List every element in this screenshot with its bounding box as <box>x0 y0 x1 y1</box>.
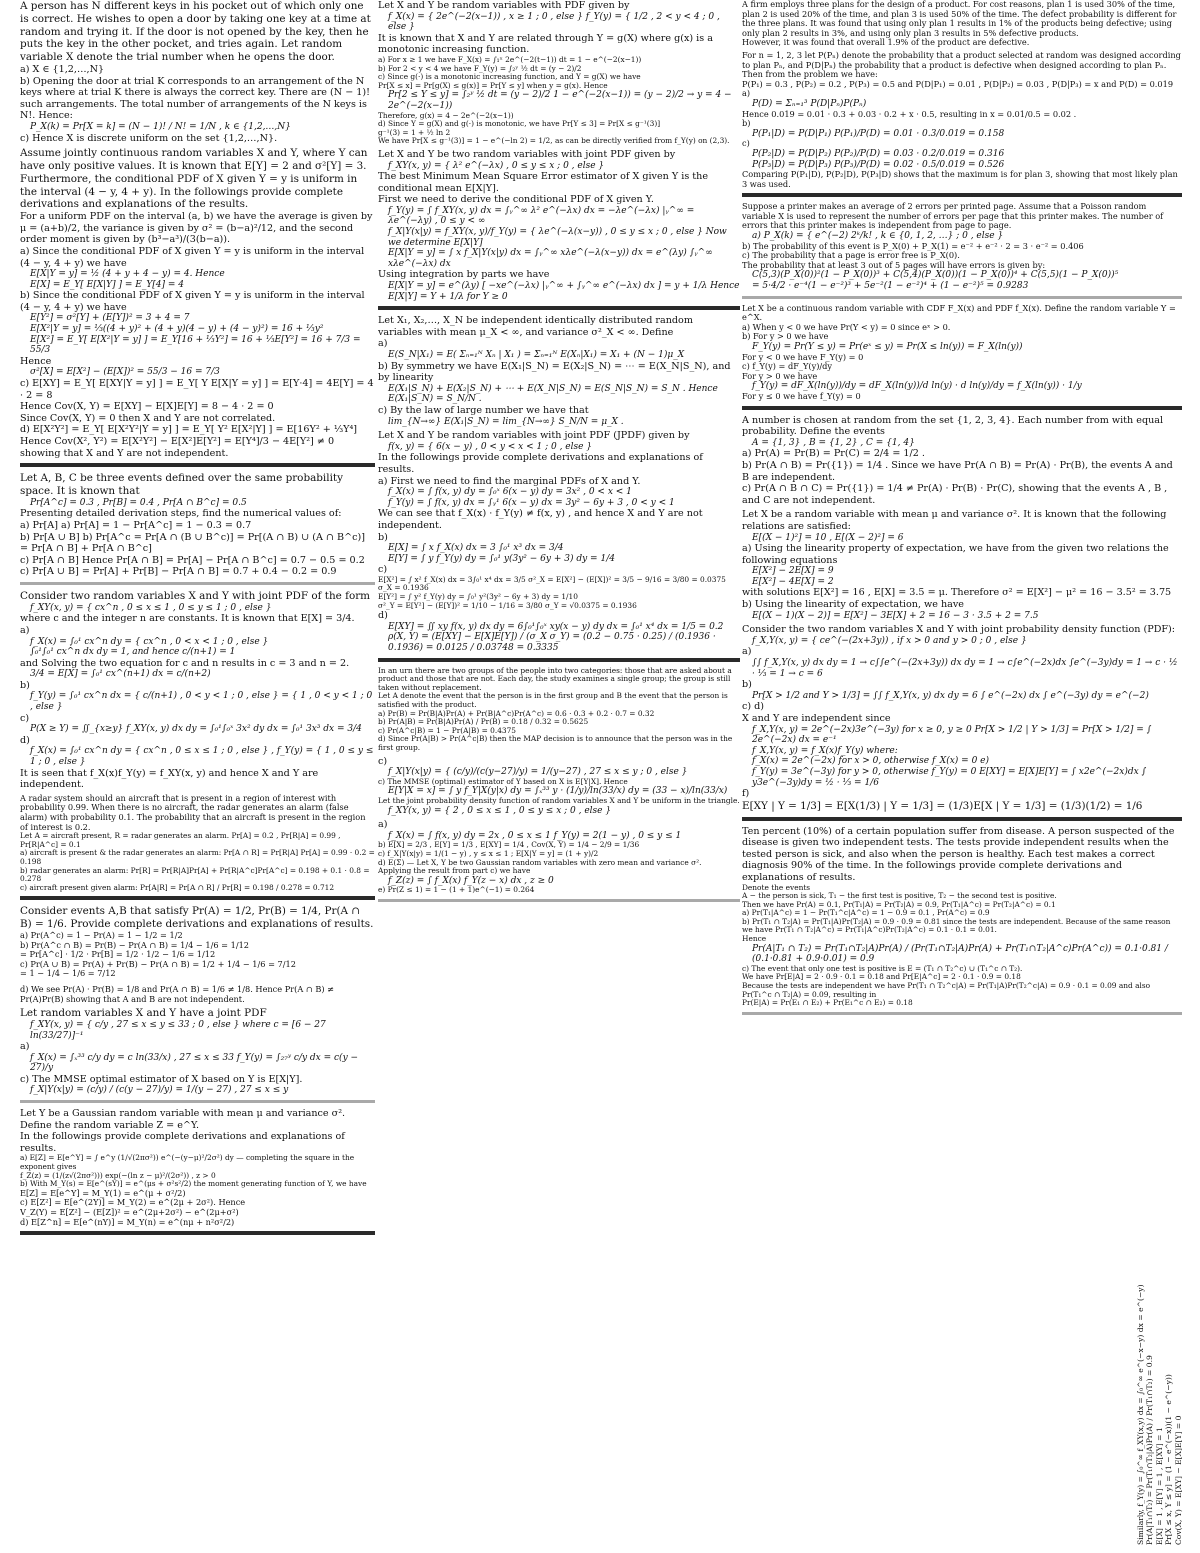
text-line: Hence 0.019 = 0.01 · 0.3 + 0.03 · 0.2 + x · 0.5, resulting in x = 0.01/0.5 = 0.02 . <box>742 108 1077 119</box>
equation-line: E[X|Y = y] = ½ (4 + y + 4 − y) = 4. Hence <box>30 269 225 280</box>
equation-line: f_X(x) = 2e^(−2x) for x > 0, otherwise f_X(x) = 0 e) <box>752 756 989 767</box>
text-line: Let X and Y be random variables with joint PDF (JPDF) given by <box>378 430 690 442</box>
equation-line: f_X(x) = ∫ f(x, y) dy = ∫₀ˣ 6(x − y) dy = 3x² , 0 < x < 1 <box>388 487 632 498</box>
equation-line: lim_{N→∞} E(X₁|S_N) = lim_{N→∞} S_N/N = μ_X . <box>388 416 624 427</box>
equation-line: E[X²|Y = y] = ⅓((4 + y)² + (4 + y)(4 − y) + (4 − y)²) = 16 + ⅓y² <box>30 324 324 335</box>
text-line: a) E[Z] = E[e^Y] = ∫ e^y (1/√(2πσ²)) e^(−(y−μ)²/2σ²) dy — completing the square in the exponent gives <box>20 1153 355 1172</box>
section-divider <box>20 582 375 585</box>
text-line: Hence Cov(X², Y²) = E[X²Y²] − E[X²]E[Y²] = E[Y⁴]/3 − 4E[Y²] ≠ 0 <box>20 436 335 447</box>
equation-line: f_X,Y(x, y) = f_X(x)f_Y(y) where: <box>752 745 898 756</box>
side-note-line: Pr(A|T₁∩T₂) = Pr(T₁∩T₂|A)Pr(A) / Pr(T₁∩T₂) = 0.9 <box>1145 1355 1155 1545</box>
text-line: d) <box>378 610 388 622</box>
equation-line: A = {1, 3} , B = {1, 2} , C = {1, 4} <box>752 437 915 448</box>
text-line: b) Pr(A ∩ B) = Pr({1}) = 1/4 . Since we have Pr(A ∩ B) = Pr(A) · Pr(B), the events A and B are independent. <box>742 459 1173 483</box>
text-line: Consider two random variables X and Y with joint PDF of the form <box>20 589 371 602</box>
text-line: c) d) <box>742 701 765 713</box>
text-line: E[Y²] = ∫ y² f_Y(y) dy = ∫₀¹ y²(3y² − 6y + 3) dy = 1/10 <box>378 592 578 602</box>
text-line: a) First we need to find the marginal PDFs of X and Y. <box>378 475 641 487</box>
text-line: Presenting detailed derivation steps, find the numerical values of: <box>20 508 342 520</box>
problem-block <box>742 0 1182 48</box>
text-line: A person has N different keys in his pocket out of which only one is correct. He wishes to open a door by taking one key at a time at random and trying it. If the door is not opened by the key, then he puts the key in the other pocket, and tries again. Let random variable X denote the trial number when he opens the door. <box>20 0 371 64</box>
equation-line: Pr[2 ≤ Y ≤ y] = ∫₂ʸ ½ dt = (y − 2)/2 1 − e^(−2(x−1)) = (y − 2)/2 → y = 4 − 2e^(−2(x−1)) <box>388 90 732 111</box>
text-line: a) X ∈ {1,2,…,N} <box>20 63 105 75</box>
text-line: Let A = aircraft present, R = radar generates an alarm. Pr[A] = 0.2 , Pr[R|A] = 0.99 , Pr[R|A^c] = 0.1 <box>20 831 341 849</box>
text-line: Suppose a printer makes an average of 2 errors per printed page. Assume that a Poisson random variable X is used to represent the number of errors per page that this printer makes. The number of errors that this printer makes is independent from page to page. <box>742 201 1164 231</box>
equation-line: E[X²] − 4E[X] = 2 <box>752 576 834 587</box>
text-line: In an urn there are two groups of the people into two categories: those that are asked about a product and those that are not. Each day, the study examines a single group; the group is still taken without replacement. <box>378 665 732 692</box>
equation-line: E[(X − 1)(X − 2)] = E[X²] − 3E[X] + 2 = 16 − 3 · 3.5 + 2 = 7.5 <box>752 610 1039 621</box>
text-line: We can see that f_X(x) · f_Y(y) ≠ f(x, y) , and hence X and Y are not independent. <box>378 508 703 531</box>
text-line: b) <box>742 118 751 129</box>
equation-line: ∫∫ f_X,Y(x, y) dx dy = 1 → c∫∫e^(−(2x+3y)) dx dy = 1 → c∫e^(−2x)dx ∫e^(−3y)dy = 1 → c · ½ · ⅓ = 1 → c = 6 <box>752 658 1178 679</box>
text-line: b) The probability of this event is P_X(0) + P_X(1) = e⁻² + e⁻² · 2 = 3 · e⁻² = 0.406 <box>742 240 1084 251</box>
text-line: Let X be a continuous random variable with CDF F_X(x) and PDF f_X(x). Define the random variable Y = e^X. <box>742 302 1176 323</box>
equation-line: σ²[X] = E[X²] − (E[X])² = 55/3 − 16 = 7/3 <box>30 367 220 378</box>
equation-line: E[(X − 1)²] = 10 , E[(X − 2)²] = 6 <box>752 532 904 543</box>
text-line: a) Pr(A^c) = 1 − Pr(A) = 1 − 1/2 = 1/2 <box>20 929 183 940</box>
equation-line: 3/4 = E[X] = ∫₀¹ cx^(n+1) dx = c/(n+2) <box>30 669 211 680</box>
problem-block <box>20 590 375 791</box>
text-line: E[XY | Y = 1/3] = E[X(1/3) | Y = 1/3] = (1/3)E[X | Y = 1/3] = (1/3)(1/2) = 1/6 <box>742 799 1143 812</box>
text-line: d) <box>20 734 30 746</box>
section-divider <box>20 463 375 467</box>
problem-block <box>378 149 740 302</box>
section-divider <box>20 1231 375 1235</box>
text-line: a) <box>378 819 388 831</box>
section-divider <box>742 1012 1182 1015</box>
equation-line: f_X|Y(x|y) = (c/y) / (c(y − 27)/y) = 1/(y − 27) , 27 ≤ x ≤ y <box>30 1085 289 1096</box>
text-line: b) For 2 < y < 4 we have F_Y(y) = ∫₂ʸ ½ dt = (y − 2)/2 <box>378 63 582 73</box>
text-line: Assume jointly continuous random variables X and Y, where Y can have only positive values. It is known that E[Y] = 2 and σ²[Y] = 3. Furthermore, the conditional PDF of X given Y = y is uniform in the interval (4 − y, 4 + y). In the followings provide complete derivations and explanations of the results. <box>20 147 368 211</box>
text-line: A − the person is sick, T₁ − the first test is positive, T₂ − the second test is positive. <box>742 891 1057 901</box>
equation-line: E[X|Y = y] = ∫ x f_X|Y(x|y) dx = ∫ᵧ^∞ xλe^(−λ(x−y)) dx = e^(λy) ∫ᵧ^∞ xλe^(−λx) dx <box>388 248 713 269</box>
text-line: b) Pr[A ∪ B] b) Pr[A^c = Pr[A ∩ (B ∪ B^c)] = Pr[(A ∩ B) ∪ (A ∩ B^c)] = Pr[A ∩ B] + Pr[A ∩ B^c] <box>20 531 365 555</box>
problem-block <box>378 756 740 817</box>
text-line: Let X₁, X₂,…, X_N be independent identically distributed random variables with mean μ_X < ∞, and variance σ²_X < ∞. Define <box>378 315 693 338</box>
side-note-line: E[X] = 1 , E[Y] = 1 , E[XY] = 1 <box>1154 1427 1164 1545</box>
text-line: c) Pr(A ∪ B) = Pr(A) + Pr(B) − Pr(A ∩ B) = 1/2 + 1/4 − 1/6 = 7/12 <box>20 958 296 969</box>
text-line: E[Z] = E[e^Y] = M_Y(1) = e^(μ + σ²/2) <box>20 1187 186 1198</box>
problem-block <box>742 509 1182 621</box>
middle-column <box>378 0 740 1553</box>
text-line: Then we have Pr(A) = 0.1, Pr(T₁|A) = Pr(T₂|A) = 0.9, Pr(T₁|A^c) = Pr(T₂|A^c) = 0.1 <box>742 899 1056 909</box>
equation-line: ρ(X, Y) = (E[XY] − E[X]E[Y]) / (σ_X σ_Y) = (0.2 − 0.75 · 0.25) / (0.1936 · 0.1936) = 0.0125 / 0.03748 = 0.3335 <box>388 632 716 654</box>
text-line: a) Since the conditional PDF of X given Y = y is uniform in the interval (4 − y, 4 + y) we have <box>20 245 365 269</box>
text-line: P(P₁) = 0.3 , P(P₂) = 0.2 , P(P₃) = 0.5 and P(D|P₁) = 0.01 , P(D|P₂) = 0.03 , P(D|P₃) = x and P(D) = 0.019 <box>742 78 1174 89</box>
side-note-line: Similarly, f_Y(y) = ∫₀^∞ f_XY(x,y) dx = ∫₀^∞ e^(−x−y) dx = e^(−y) <box>1136 1284 1145 1545</box>
section-divider <box>20 1100 375 1103</box>
text-line: First we need to derive the conditional PDF of X given Y. <box>378 194 654 206</box>
text-line: The probability that at least 3 out of 5 pages will have errors is given by: <box>742 259 1046 270</box>
text-line: Let X and Y be two random variables with joint PDF given by <box>378 148 676 160</box>
problem-block <box>20 905 375 1004</box>
section-divider <box>742 193 1182 197</box>
equation-line: f_Z(z) = ∫ f_X(x) f_Y(z − x) dx , z ≥ 0 <box>388 875 554 886</box>
equation-line: f_Y(y) = ∫ f_XY(x, y) dx = ∫ᵧ^∞ λ² e^(−λx) dx = −λe^(−λx) |ᵧ^∞ = λe^(−λy) , 0 ≤ y < ∞ <box>388 205 695 227</box>
text-line: a) Using the linearity property of expectation, we have from the given two relations the following equations <box>742 543 1169 566</box>
text-line: c) <box>378 755 388 767</box>
text-line: The best Minimum Mean Square Error estimator of X given Y is the conditional mean E[X|Y]. <box>378 171 709 194</box>
text-line: Hence <box>20 355 52 367</box>
section-divider <box>378 306 740 310</box>
text-line: c) Since g(·) is a monotonic increasing function, and Y = g(X) we have <box>378 72 641 82</box>
text-line: c) <box>378 564 388 576</box>
equation-line: = 5·4/2 · e⁻⁴(1 − e⁻²)³ + 5e⁻²(1 − e⁻²)⁴ + (1 − e⁻²)⁵ = 0.9283 <box>752 281 1029 292</box>
problem-block <box>742 624 1182 812</box>
equation-line: f_X(x) = ∫ₓ³³ c/y dy = c ln(33/x) , 27 ≤ x ≤ 33 f_Y(y) = ∫₂₇ʸ c/y dx = c(y − 27)/y <box>30 1052 359 1074</box>
equation-line: f_XY(x, y) = { λ² e^(−λx) , 0 ≤ y ≤ x ; 0 , else } <box>388 160 605 171</box>
text-line: c) f_X|Y(x|y) = 1/(1 − y) , y ≤ x ≤ 1 ; E[X|Y = y] = (1 + y)/2 <box>378 848 599 858</box>
problem-block <box>20 0 375 144</box>
text-line: a) Pr(A) = Pr(B) = Pr(C) = 2/4 = 1/2 . <box>742 448 925 460</box>
equation-line: E[X] = ∫ x f_X(x) dx = 3 ∫₀¹ x³ dx = 3/4 <box>388 543 564 554</box>
problem-block <box>742 202 1182 291</box>
text-line: c) By the law of large number we have that <box>378 404 589 416</box>
equation-line: Pr[X > 1/2 and Y > 1/3] = ∫∫ f_X,Y(x, y) dx dy = 6 ∫ e^(−2x) dx ∫ e^(−3y) dy = e^(−2) <box>752 690 1149 701</box>
text-line: E[X²] = ∫ x² f_X(x) dx = 3∫₀¹ x⁴ dx = 3/5 σ²_X = E[X²] − (E[X])² = 3/5 − 9/16 = 3/80 = 0.0375 σ_X = 0.1936 <box>378 574 726 593</box>
equation-line: E[Y] = ∫ y f_Y(y) dy = ∫₀¹ y(3y² − 6y + 3) dy = 1/4 <box>388 553 615 564</box>
equation-line: f_Y(y) = ∫₀¹ cx^n dx = { c/(n+1) , 0 < y < 1 ; 0 , else } = { 1 , 0 < y < 1 ; 0 , else } <box>30 691 373 713</box>
text-line: b) Since the conditional PDF of X given Y = y is uniform in the interval (4 − y, 4 + y) we have <box>20 290 365 313</box>
text-line: Let the joint probability density function of random variables X and Y be uniform in the triangle. <box>378 795 740 805</box>
text-line: e) Pr(Z ≤ 1) = 1 − (1 + 1)e^(−1) = 0.264 <box>378 885 535 895</box>
equation-line: P(D) = Σₙ₌₁³ P(D|Pₙ)P(Pₙ) <box>752 98 867 109</box>
text-line: c) f_Y(y) = dF_Y(y)/dy <box>742 361 833 372</box>
equation-line: E(S_N|X₁) = E( Σₙ₌₁ᴺ Xₙ | X₁ ) = Σₙ₌₁ᴺ E(Xₙ|X₁) = X₁ + (N − 1)μ_X <box>388 350 685 360</box>
text-line: b) <box>378 531 388 543</box>
problem-block <box>20 794 375 893</box>
text-line: b) radar generates an alarm: Pr[R] = Pr[R|A]Pr[A] + Pr[R|A^c]Pr[A^c] = 0.198 + 0.1 · 0.8 = 0.278 <box>20 865 370 884</box>
text-line: d) We see Pr(A) · Pr(B) = 1/8 and Pr(A ∩ B) = 1/6 ≠ 1/8. Hence Pr(A ∩ B) ≠ Pr(A)Pr(B) showing that A and B are not independent. <box>20 983 334 1004</box>
text-line: c) The MMSE optimal estimator of X based on Y is E[X|Y]. <box>20 1073 303 1085</box>
equation-line: f_X,Y(x, y) = { ce^(−(2x+3y)) , if x > 0 and y > 0 ; 0 , else } <box>752 635 1027 646</box>
equation-line: f_XY(x, y) = { 2 , 0 ≤ x ≤ 1 , 0 ≤ y ≤ x ; 0 , else } <box>388 805 612 816</box>
text-line: c) The MMSE (optimal) estimator of Y based on X is E[Y|X]. Hence <box>378 776 628 786</box>
equation-line: P(X ≥ Y) = ∬_{x≥y} f_XY(x, y) dx dy = ∫₀¹∫₀ˣ 3x² dy dx = ∫₀¹ 3x³ dx = 3/4 <box>30 724 362 735</box>
text-line: In the followings provide complete derivations and explanations of results. <box>378 452 703 475</box>
equation-line: Pr(A|T₁ ∩ T₂) = Pr(T₁∩T₂|A)Pr(A) / (Pr(T₁∩T₂|A)Pr(A) + Pr(T₁∩T₂|A^c)Pr(A^c)) = 0.1·0.81 / (0.1·0.81 + 0.9·0.01) = 0.9 <box>752 943 1168 965</box>
text-line: Ten percent (10%) of a certain population suffer from disease. A person suspected of the disease is given two independent tests. The tests provide independent results when the tested person is sick, and also when the person is healthy. Each test makes a correct diagnosis 90% of the time. In the followings provide complete derivations and explanations of results. <box>742 825 1175 883</box>
problem-block <box>742 415 1182 507</box>
text-line: Let X be a random variable with mean μ and variance σ². It is known that the following relations are satisfied: <box>742 509 1167 532</box>
equation-line: E[X²] − 2E[X] = 9 <box>752 566 834 577</box>
problem-block <box>378 430 740 653</box>
equation-line: f_Y(y) = 3e^(−3y) for y > 0, otherwise f_Y(y) = 0 E[XY] = E[X]E[Y] = ∫ x2e^(−2x)dx ∫ y3e^(−3y)dy = ½ · ⅓ = 1/6 <box>752 766 1147 788</box>
text-line: σ²_Y = E[Y²] − (E[Y])² = 1/10 − 1/16 = 3/80 σ_Y = √0.0375 = 0.1936 <box>378 600 637 610</box>
section-divider <box>378 899 740 902</box>
problem-block <box>378 667 740 753</box>
equation-line: E[Y²] = σ²[Y] + (E[Y])² = 3 + 4 = 7 <box>30 313 190 324</box>
text-line: d) E[Z^n] = E[e^(nY)] = M_Y(n) = e^(nμ + n²σ²/2) <box>20 1216 235 1227</box>
section-divider <box>20 896 375 900</box>
left-column <box>20 0 375 1553</box>
problem-block <box>378 819 740 895</box>
section-divider <box>742 817 1182 821</box>
text-line: c) Pr(A ∩ B ∩ C) = Pr({1}) = 1/4 ≠ Pr(A) · Pr(B) · Pr(C), showing that the events A , B , and C are not independent. <box>742 483 1168 506</box>
equation-line: P(P₁|D) = P(D|P₁) P(P₁)/P(D) = 0.01 · 0.3/0.019 = 0.158 <box>752 128 1005 139</box>
problem-block <box>20 1007 375 1096</box>
text-line: c) Pr[A ∪ B] = Pr[A] + Pr[B] − Pr[A ∩ B] = 0.7 + 0.4 − 0.2 = 0.9 <box>20 566 337 578</box>
text-line: c) aircraft present given alarm: Pr[A|R] = Pr[A ∩ R] / Pr[R] = 0.198 / 0.278 = 0.712 <box>20 882 335 892</box>
text-line: Let Y be a Gaussian random variable with mean μ and variance σ². Define the random variable Z = e^Y. <box>20 1108 346 1131</box>
text-line: Let A denote the event that the person is in the first group and B the event that the person is satisfied with the product. <box>378 691 728 709</box>
problem-block <box>20 1108 375 1227</box>
equation-line: f_X(x) = ∫ f(x, y) dy = 2x , 0 ≤ x ≤ 1 f_Y(y) = 2(1 − y) , 0 ≤ y ≤ 1 <box>388 830 682 841</box>
text-line: b) With M_Y(s) = E[e^(sY)] = e^(μs + σ²s²/2) the moment generating function of Y, we have <box>20 1179 367 1189</box>
text-line: c) E[XY] = E_Y[ E[XY|Y = y] ] = E_Y[ Y E[X|Y = y] ] = E[Y·4] = 4E[Y] = 4 · 2 = 8 <box>20 378 374 401</box>
text-line: b) Pr(T₁ ∩ T₂|A) = Pr(T₁|A)Pr(T₂|A) = 0.9 · 0.9 = 0.81 since the tests are independent. Because of the same reason we have Pr(T₁ ∩ T₂|A^c) = Pr(T₁|A^c)Pr(T₂|A^c) = 0.1 · 0.1 = 0.01. <box>742 916 1171 935</box>
text-line: Applying the result from part c) we have <box>378 866 531 876</box>
equation-line: f_X|Y(x|y) = { (c/y)/(c(y−27)/y) = 1/(y−27) , 27 ≤ x ≤ y ; 0 , else } <box>388 767 688 778</box>
problem-block <box>378 0 740 146</box>
text-line: b) Opening the door at trial K corresponds to an arrangement of the N keys where at trial K there is always the correct key. There are (N − 1)! such arrangements. The total number of arrangements of the N keys is N!. Hence: <box>20 75 370 122</box>
text-line: a) Pr[A] a) Pr[A] = 1 − Pr[A^c] = 1 − 0.3 = 0.7 <box>20 519 252 531</box>
text-line: Comparing P(P₁|D), P(P₂|D), P(P₃|D) shows that the maximum is for plan 3, showing that most likely plan 3 was used. <box>742 169 1178 189</box>
text-line: c) <box>20 712 30 724</box>
section-divider <box>378 658 740 662</box>
equation-line: E[X²] = E_Y[ E[X²|Y = y] ] = E_Y[16 + ⅓Y²] = 16 + ⅓E[Y²] = 16 + 7/3 = 55/3 <box>30 334 361 356</box>
text-line: For y < 0 we have F_Y(y) = 0 <box>742 351 864 362</box>
text-line: a) Pr(B) = Pr(B|A)Pr(A) + Pr(B|A^c)Pr(A^c) = 0.6 · 0.3 + 0.2 · 0.7 = 0.32 <box>378 708 655 718</box>
text-line: a) <box>20 624 30 636</box>
text-line: For y ≤ 0 we have f_Y(y) = 0 <box>742 390 861 401</box>
text-line: = 1 − 1/4 − 1/6 = 7/12 <box>20 968 116 979</box>
text-line: In the followings provide complete derivations and explanations of results. <box>20 1131 345 1154</box>
text-line: d) Since Y = g(X) and g(·) is monotonic, we have Pr[Y ≤ 3] = Pr[X ≤ g⁻¹(3)] <box>378 119 661 129</box>
text-line: Consider the two random variables X and Y with joint probability density function (PDF): <box>742 624 1176 636</box>
text-line: b) By symmetry we have E(X₁|S_N) = E(X₂|S_N) = ⋯ = E(X_N|S_N), and by linearity <box>378 360 731 384</box>
text-line: b) E[X] = 2/3 , E[Y] = 1/3 , E[XY] = 1/4 , Cov(X, Y) = 1/4 − 2/9 = 1/36 <box>378 840 640 850</box>
text-line: b) Pr(A|B) = Pr(B|A)Pr(A) / Pr(B) = 0.18 / 0.32 = 0.5625 <box>378 717 589 727</box>
text-line: We have Pr[X ≤ g⁻¹(3)] = 1 − e^(−ln 2) = 1/2, as can be directly verified from f_Y(y) on (2,3). <box>378 136 730 146</box>
equation-line: f(x, y) = { 6(x − y) , 0 < y < x < 1 ; 0 , else } <box>388 441 593 452</box>
equation-line: C(5,3)(P_X(0))²(1 − P_X(0))³ + C(5,4)(P_X(0))(1 − P_X(0))⁴ + C(5,5)(1 − P_X(0))⁵ <box>752 270 1119 281</box>
text-line: Let X and Y be random variables with PDF given by <box>378 0 630 11</box>
text-line: c) E[Z²] = E[e^(2Y)] = M_Y(2) = e^(2μ + 2σ²). Hence <box>20 1197 246 1208</box>
equation-line: E[Y|X = x] = ∫ y f_Y|X(y|x) dy = ∫ₓ³³ y · (1/y)/ln(33/x) dy = (33 − x)/ln(33/x) <box>388 786 728 797</box>
equation-line: f_Y(y) = ∫ f(x, y) dx = ∫ᵧ¹ 6(x − y) dx = 3y² − 6y + 3 , 0 < y < 1 <box>388 497 675 508</box>
equation-line: f_X(x) = { 2e^(−2(x−1)) , x ≥ 1 ; 0 , else } f_Y(y) = { 1/2 , 2 < y < 4 ; 0 , else } <box>388 11 720 33</box>
problem-block <box>742 826 1182 1008</box>
text-line: c) Pr(A^c|B) = 1 − Pr(A|B) = 0.4375 <box>378 725 517 735</box>
text-line: a) <box>378 338 388 350</box>
equation-line: E[X|Y = y] = e^(λy) [ −xe^(−λx) |ᵧ^∞ + ∫ᵧ^∞ e^(−λx) dx ] = y + 1/λ Hence E[X|Y] = Y + 1/λ for Y ≥ 0 <box>388 281 740 302</box>
text-line: Pr[X ≤ x] = Pr[g(X) ≤ g(x)] = Pr[Y ≤ y] when y = g(x). Hence <box>378 80 608 90</box>
text-line: c) The probability that a page is error free is P_X(0). <box>742 250 960 261</box>
text-line: Hence Cov(X, Y) = E[XY] − E[X]E[Y] = 8 − 4 · 2 = 0 <box>20 401 274 413</box>
text-line: Therefore, g(x) = 4 − 2e^(−2(x−1)) <box>378 110 514 120</box>
equation-line: f_X(x) = ∫₀¹ cx^n dy = { cx^n , 0 < x < 1 ; 0 , else } <box>30 636 269 647</box>
text-line: = Pr[A^c] · 1/2 · Pr[B] = 1/2 · 1/2 − 1/6 = 1/12 <box>20 949 216 960</box>
text-line: Consider events A,B that satisfy Pr(A) = 1/2, Pr(B) = 1/4, Pr(A ∩ B) = 1/6. Provide complete derivations and explanations of results. <box>20 905 374 931</box>
equation-line: P(P₂|D) = P(D|P₂) P(P₂)/P(D) = 0.03 · 0.2/0.019 = 0.316 <box>752 148 1005 159</box>
text-line: Denote the events <box>742 882 811 892</box>
text-line: showing that X and Y are not independent. <box>20 447 229 459</box>
problem-block <box>20 147 375 459</box>
text-line: c) Hence X is discrete uniform on the set {1,2,…,N}. <box>20 132 278 144</box>
equation-line: F_Y(y) = Pr(Y ≤ y) = Pr(eˣ ≤ y) = Pr(X ≤ ln(y)) = F_X(ln(y)) <box>752 342 1023 352</box>
problem-block <box>378 315 740 427</box>
text-line: For y > 0 we have <box>742 370 818 381</box>
equation-line: f_Y(y) = dF_X(ln(y))/dy = dF_X(ln(y))/d ln(y) · d ln(y)/dy = f_X(ln(y)) · 1/y <box>752 381 1082 392</box>
text-line: c) Pr[A ∩ B] Hence Pr[A ∩ B] = Pr[A] − Pr[A ∩ B^c] = 0.7 − 0.5 = 0.2 <box>20 554 365 566</box>
text-line: a) <box>742 646 752 658</box>
text-line: a) <box>742 88 751 99</box>
problem-block <box>742 304 1182 402</box>
section-divider <box>742 406 1182 410</box>
text-line: A number is chosen at random from the set {1, 2, 3, 4}. Each number from with equal probability. Define the events <box>742 414 1164 438</box>
text-line: Pr(E|A) = Pr(E₁ ∩ E₂) + Pr(E₁^c ∩ E₂) = 0.18 <box>742 998 913 1008</box>
text-line: with solutions E[X²] = 16 , E[X] = 3.5 = μ. Therefore σ² = E[X²] − μ² = 16 − 3.5² = 3.75 <box>742 587 1172 599</box>
text-line: A firm employs three plans for the design of a product. For cost reasons, plan 1 is used 30% of the time, plan 2 is used 20% of the time, and plan 3 is used 50% of the time. The defect probability is different for the three plans. It was found that using only plan 1 results in 1% of the products being defective; using only plan 2 results in 3%, and using only plan 3 results in 5% defective products. <box>742 0 1177 38</box>
problem-block <box>742 51 1182 189</box>
rotated-side-notes <box>1136 1225 1196 1545</box>
text-line: Hence <box>742 934 767 944</box>
side-note-line: Pr[X ≤ x, Y ≤ y] = (1 − e^(−x))(1 − e^(−y)) <box>1164 1374 1174 1545</box>
text-line: g⁻¹(3) = 1 + ½ ln 2 <box>378 127 451 137</box>
equation-line: ∫₀¹∫₀¹ cx^n dx dy = 1, and hence c/(n+1) = 1 <box>30 647 236 658</box>
text-line: b) Pr(A^c ∩ B) = Pr(B) − Pr(A ∩ B) = 1/4 − 1/6 = 1/12 <box>20 939 249 950</box>
equation-line: f_X|Y(x|y) = f_XY(x, y)/f_Y(y) = { λe^(−λ(x−y)) , 0 ≤ y ≤ x ; 0 , else } Now we determine E[X|Y] <box>388 227 727 248</box>
equation-line: E[X] = E_Y[ E[X|Y] ] = E_Y[4] = 4 <box>30 279 185 290</box>
text-line: a) Pr(T₁|A^c) = 1 − Pr(T₁^c|A^c) = 1 − 0.9 = 0.1 , Pr(A^c) = 0.9 <box>742 908 990 918</box>
equation-line: Pr[A^c] = 0.3 , Pr[B] = 0.4 , Pr[A ∩ B^c] = 0.5 <box>30 497 247 508</box>
problem-block <box>20 472 375 578</box>
text-line: a) For x ≥ 1 we have F_X(x) = ∫₁ˣ 2e^(−2(t−1)) dt = 1 − e^(−2(x−1)) <box>378 54 642 64</box>
text-line: Because the tests are independent we have Pr(T₁ ∩ T₂^c|A) = Pr(T₁|A)Pr(T₂^c|A) = 0.9 · 0.1 = 0.09 and also Pr(T₁^c ∩ T₂|A) = 0.09, resulting in <box>742 981 1151 999</box>
equation-line: E(X₁|S_N) + E(X₂|S_N) + ⋯ + E(X_N|S_N) = E(S_N|S_N) = S_N . Hence E(X₁|S_N) = S_N/N . <box>388 383 718 405</box>
equation-line: P_X(k) = Pr[X = k] = (N − 1)! / N! = 1/N , k ∈ {1,2,…,N} <box>30 121 291 132</box>
equation-line: f_X(x) = ∫₀¹ cx^n dy = { cx^n , 0 ≤ x ≤ 1 ; 0 , else } , f_Y(y) = { 1 , 0 ≤ y ≤ 1 ; 0 , else } <box>30 746 374 768</box>
text-line: b) <box>742 679 752 691</box>
right-column <box>742 0 1182 1553</box>
text-line: and Solving the two equation for c and n results in c = 3 and n = 2. <box>20 657 350 669</box>
text-line: For n = 1, 2, 3 let P(Pₙ) denote the probability that a product selected at random was designed according to plan Pₙ, and P(D|Pₙ) the probability that a product is defective when designed according to plan Pₙ. Then from the problem we have: <box>742 49 1181 80</box>
text-line: f_Z(z) = (1/(z√(2πσ²))) exp(−(ln z − μ)²/(2σ²)) , z > 0 <box>20 1170 216 1180</box>
text-line: a) <box>20 1041 30 1053</box>
text-line: f) <box>742 788 750 800</box>
equation-line: f_XY(x, y) = { cx^n , 0 ≤ x ≤ 1 , 0 ≤ y ≤ 1 ; 0 , else } <box>30 602 272 613</box>
text-line: d) Since Pr(A|B) > Pr(A^c|B) then the MAP decision is to announce that the person was in the first group. <box>378 734 733 752</box>
text-line: Let A, B, C be three events defined over the same probability space. It is known that <box>20 472 343 497</box>
text-line: b) <box>20 679 30 691</box>
text-line: a) When y < 0 we have Pr(Y < y) = 0 since eˣ > 0. <box>742 321 951 332</box>
text-line: It is seen that f_X(x)f_Y(y) = f_XY(x, y) and hence X and Y are independent. <box>20 767 319 791</box>
text-line: We have Pr[E|A] = 2 · 0.9 · 0.1 = 0.18 and Pr[E|A^c] = 2 · 0.1 · 0.9 = 0.18 <box>742 972 1021 982</box>
text-line: Since Cov(X, Y) = 0 then X and Y are not correlated. <box>20 412 276 424</box>
text-line: where c and the integer n are constants. It is known that E[X] = 3/4. <box>20 613 355 625</box>
text-line: b) For y > 0 we have <box>742 331 829 342</box>
text-line: A radar system should an aircraft that is present in a region of interest with probability 0.99. When there is no aircraft, the radar generates an alarm (false alarm) with probability 0.1. The probability that an aircraft is present in the region of interest is 0.2. <box>20 792 366 832</box>
text-line: X and Y are independent since <box>742 713 891 724</box>
text-line: c) <box>742 138 750 149</box>
equation-line: f_XY(x, y) = { c/y , 27 ≤ x ≤ y ≤ 33 ; 0 , else } where c = [6 − 27 ln(33/27)]⁻¹ <box>30 1019 326 1041</box>
text-line: It is known that X and Y are related through Y = g(X) where g(x) is a monotonic increasing function. <box>378 32 713 56</box>
equation-line: f_X,Y(x, y) = 2e^(−2x)3e^(−3y) for x ≥ 0, y ≥ 0 Pr[X > 1/2 | Y > 1/3] = Pr[X > 1/2] = ∫ 2e^(−2x) dx = e⁻¹ <box>752 724 1152 746</box>
text-line: d) E(Σ) — Let X, Y be two Gaussian random variables with zero mean and variance σ². <box>378 857 702 867</box>
text-line: c) The event that only one test is positive is E = (T₁ ∩ T₂^c) ∪ (T₁^c ∩ T₂). <box>742 963 1023 973</box>
side-note-line: Cov(X, Y) = E[XY] − E[X]E[Y] = 0 <box>1173 1415 1183 1545</box>
text-line: b) Using the linearity of expectation, we have <box>742 599 964 611</box>
equation-line: a) P_X(k) = { e^(−2) 2ᵏ/k! , k ∈ {0, 1, 2, …} ; 0 , else } <box>752 231 1004 242</box>
text-line: a) aircraft is present & the radar generates an alarm: Pr[A ∩ R] = Pr[R|A] Pr[A] = 0.99 · 0.2 = 0.198 <box>20 848 375 866</box>
text-line: d) E[X²Y²] = E_Y[ E[X²Y²|Y = y] ] = E_Y[ Y² E[X²|Y] ] = E[16Y² + ⅓Y⁴] <box>20 424 358 436</box>
text-line: Let random variables X and Y have a joint PDF <box>20 1007 267 1020</box>
text-line: Using integration by parts we have <box>378 269 550 281</box>
equation-line: P(P₃|D) = P(D|P₃) P(P₃)/P(D) = 0.02 · 0.5/0.019 = 0.526 <box>752 159 1005 170</box>
equation-line: E[XY] = ∬ xy f(x, y) dx dy = 6∫₀¹∫₀ˣ xy(x − y) dy dx = ∫₀¹ x⁴ dx = 1/5 = 0.2 <box>388 621 724 632</box>
text-line: However, it was found that overall 1.9% of the product are defective. <box>742 37 1030 48</box>
text-line: V_Z(Y) = E[Z²] − (E[Z])² = e^(2μ+2σ²) − e^(2μ+σ²) <box>20 1207 239 1217</box>
section-divider <box>742 296 1182 299</box>
text-line: For a uniform PDF on the interval (a, b) we have the average is given by μ = (a+b)/2, the variance is given by σ² = (b−a)²/12, and the second order moment is given by (b³−a³)/(3(b−a)). <box>20 211 373 246</box>
